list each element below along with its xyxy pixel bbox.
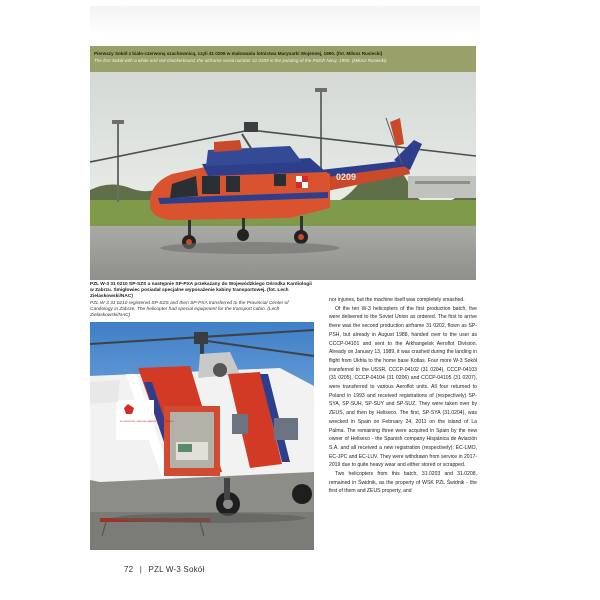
top-photo-caption (90, 46, 476, 72)
body-paragraph-3: Two helicopters from this batch, 31.0203 and 31.0208, remained in Świdnik, as the property of WSK PZL Świdnik - the first of them and ZEUS property, and (329, 471, 477, 495)
bottom-caption-polish: PZL W-3 31 0210 SP-SZS a następnie SP-PXA przekazany do Wojewódzkiego Ośrodka Kardiologii w Zabrzu. Śmigłowiec posiadał specjalne wyposażenie kabiny transportowej. (fot. Lech Zielaskowski/NAC) (90, 282, 312, 299)
top-page-strip (90, 6, 480, 36)
body-text-column (329, 296, 477, 496)
cardiology-logo-text: WOJEWÓDZKI OŚRODEK KARDIOLOGII W ZABRZU (120, 421, 174, 423)
tail-number: 0209 (336, 172, 357, 182)
page-footer (124, 565, 208, 574)
body-paragraph-2: Of the ten W-3 helicopters of the first production batch, five were delivered to the Soviet Union as ordered. The first to arrive there was the second production airframe 31 0202, flown as SP-PSH, but already in August 1988, handed over to the user as CCCP-04101 and sent to the Arkhangelsk Aeroflot Division. Already on January 13, 1989, it was crashed during the landing in flight from Ukhta to the home base Kotlas. Four more W-3 Sokół transferred to the USSR, CCCP-04102 (31 0204), CCCP-04103 (31 0205), CCCP-04104 (31 0206) and CCCP-04105 (31 0207), were transferred to various Aeroflot units. All four returned to Poland in 1993 and received registrations of (respectively) SP-SYA, SP-SUH, SP-SUY and SP-SUZ. They were taken over by ZEUS, and then by Heliseco. The first, SP-SYA (31.0204), was wrecked in Spain on February 24, 2011 on the island of La Palma. The remaining three were acquired in Spain by the new owner of Heliseco - the Spanish company Hispánica de Aviación S.A. and all received a new registration (respectively): EC-LMO, EC-JPC and EC-LUV. They were withdrawn from service in 2017-2019 due to quite heavy wear and either stored or scrapped. (329, 305, 477, 469)
book-title: PZL W-3 Sokół (148, 565, 205, 574)
top-caption-polish: Pierwszy Sokół z biało-czerwoną szachownicą, czyli 31 0209 w malowaniu lotnictwa Marynarki Wojennej, 1990. (fot. Miłosz Rusiecki) (94, 51, 383, 56)
footer-separator: | (139, 565, 143, 574)
page-number: 72 (124, 565, 134, 574)
top-caption-english: The first Sokół with a white and red checkerboard, the airframe serial number 31 0209 in the painting of the Polish Navy, 1990. (Miłosz Rusiecki) (94, 58, 387, 63)
bottom-helicopter-photo (90, 322, 314, 550)
body-paragraph-1: nor injuries, but the machine itself was completely smashed. (329, 297, 465, 303)
top-helicopter-photo (90, 72, 476, 280)
bottom-caption-english: PZL W-3 31 0210 registered SP-SZS and then SP-PXA transferred to the Provincial Center of Cardiology in Zabrze. The helicopter had special equipment for the transport cabin. (Lech Zielaskowski/NAC) (90, 301, 289, 318)
bottom-photo-caption (90, 282, 312, 319)
